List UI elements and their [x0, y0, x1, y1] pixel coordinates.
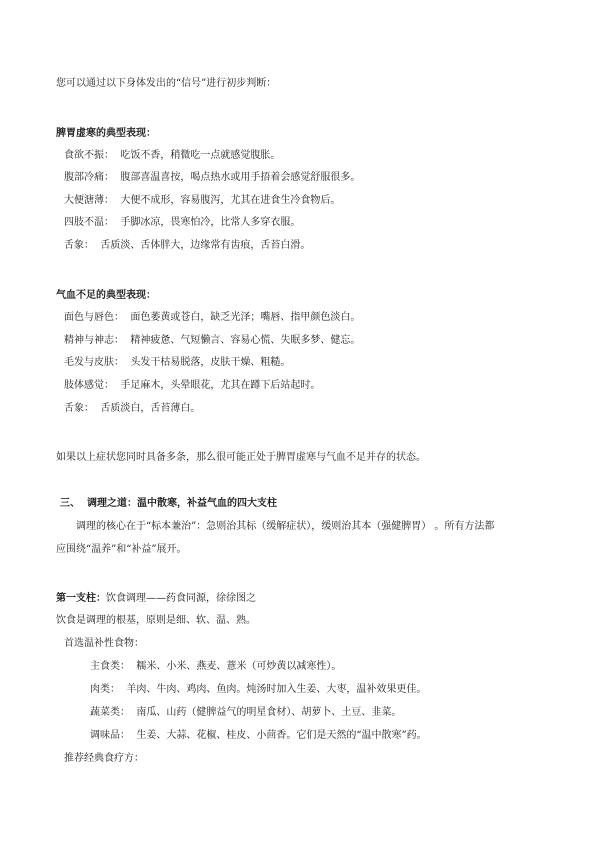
pillar1-heading	[56, 592, 256, 606]
food-item-label: 主食类：	[90, 661, 130, 672]
qi-item-label: 肢体感觉：	[64, 380, 114, 391]
section3-number: 三、	[60, 498, 80, 509]
qi-item-text: 舌质淡白，舌苔薄白。	[100, 403, 201, 414]
spleen-item	[64, 149, 280, 163]
qi-item	[64, 402, 200, 416]
qi-item-label: 舌象：	[64, 403, 94, 414]
qi-item-label: 面色与唇色：	[64, 312, 124, 323]
spleen-item-text: 吃饭不香，稍微吃一点就感觉腹胀。	[120, 150, 281, 161]
food-item	[90, 683, 426, 697]
food-item-label: 调味品：	[90, 730, 130, 741]
spleen-item-label: 舌象：	[64, 240, 94, 251]
spleen-item	[64, 194, 340, 208]
spleen-item-label: 食欲不振：	[64, 150, 114, 161]
qi-item-text: 面色萎黄或苍白，缺乏光泽；嘴唇、指甲颜色淡白。	[130, 312, 361, 323]
qi-heading: 气血不足的典型表现：	[56, 290, 156, 301]
spleen-item	[64, 239, 310, 253]
qi-item	[64, 356, 290, 370]
food-item	[90, 706, 401, 720]
spleen-item	[64, 216, 300, 230]
food-item-text: 南瓜、山药（健脾益气的明星食材）、胡萝卜、土豆、韭菜。	[136, 707, 402, 718]
spleen-item-label: 腹部冷痛：	[64, 172, 114, 183]
qi-item-label: 精神与神志：	[64, 335, 124, 346]
spleen-item-label: 大便溏薄：	[64, 195, 114, 206]
spleen-item-label: 四肢不温：	[64, 217, 114, 228]
section3-heading	[60, 497, 277, 511]
food-item-label: 肉类：	[90, 684, 120, 695]
spleen-item-text: 大便不成形，容易腹泻，尤其在进食生冷食物后。	[120, 195, 341, 206]
spleen-item-text: 腹部喜温喜按，喝点热水或用手捂着会感觉舒服很多。	[120, 172, 361, 183]
pillar1-title: 饮食调理——药食同源，徐徐图之	[106, 593, 256, 604]
qi-item-text: 手足麻木，头晕眼花，尤其在蹲下后站起时。	[120, 380, 321, 391]
section3-paragraph-line: 调理的核心在于“标本兼治”：急则治其标（缓解症状），缓则治其本（强健脾胃） 。所有方法都	[76, 521, 495, 532]
section3-paragraph-line: 应围绕“温养”和“补益”展开。	[56, 544, 187, 555]
food-item	[90, 729, 427, 743]
summary-text: 如果以上症状您同时具备多条，那么很可能正处于脾胃虚寒与气血不足并存的状态。	[56, 452, 426, 463]
food-item-text: 生姜、大蒜、花椒、桂皮、小茴香。它们是天然的“温中散寒”药。	[136, 730, 427, 741]
qi-item-text: 头发干枯易脱落，皮肤干燥、粗糙。	[130, 357, 291, 368]
qi-item	[64, 379, 320, 393]
qi-item-label: 毛发与皮肤：	[64, 357, 124, 368]
qi-item-text: 精神疲惫、气短懒言、容易心慌、失眠多梦、健忘。	[130, 335, 361, 346]
pillar1-basis: 饮食是调理的根基，原则是细、软、温、熟。	[56, 615, 256, 626]
food-item	[90, 660, 341, 674]
qi-item	[64, 311, 360, 325]
food-item-label: 蔬菜类：	[90, 707, 130, 718]
spleen-item-text: 舌质淡、舌体胖大，边缘常有齿痕，舌苔白滑。	[100, 240, 311, 251]
section3-title: 调理之道：温中散寒，补益气血的四大支柱	[86, 498, 277, 509]
intro-text: 您可以通过以下身体发出的“信号”进行初步判断：	[56, 78, 277, 89]
food-item-text: 糯米、小米、燕麦、薏米（可炒黄以减寒性）。	[136, 661, 342, 672]
recipes-intro: 推荐经典食疗方：	[64, 753, 144, 764]
pillar1-label: 第一支柱：	[56, 593, 106, 604]
spleen-item	[64, 171, 360, 185]
foods-intro: 首选温补性食物：	[64, 638, 144, 649]
qi-item	[64, 334, 360, 348]
food-item-text: 羊肉、牛肉、鸡肉、鱼肉。炖汤时加入生姜、大枣，温补效果更佳。	[126, 684, 427, 695]
spleen-item-text: 手脚冰凉，畏寒怕冷，比常人多穿衣服。	[120, 217, 301, 228]
spleen-heading: 脾胃虚寒的典型表现：	[56, 128, 156, 139]
